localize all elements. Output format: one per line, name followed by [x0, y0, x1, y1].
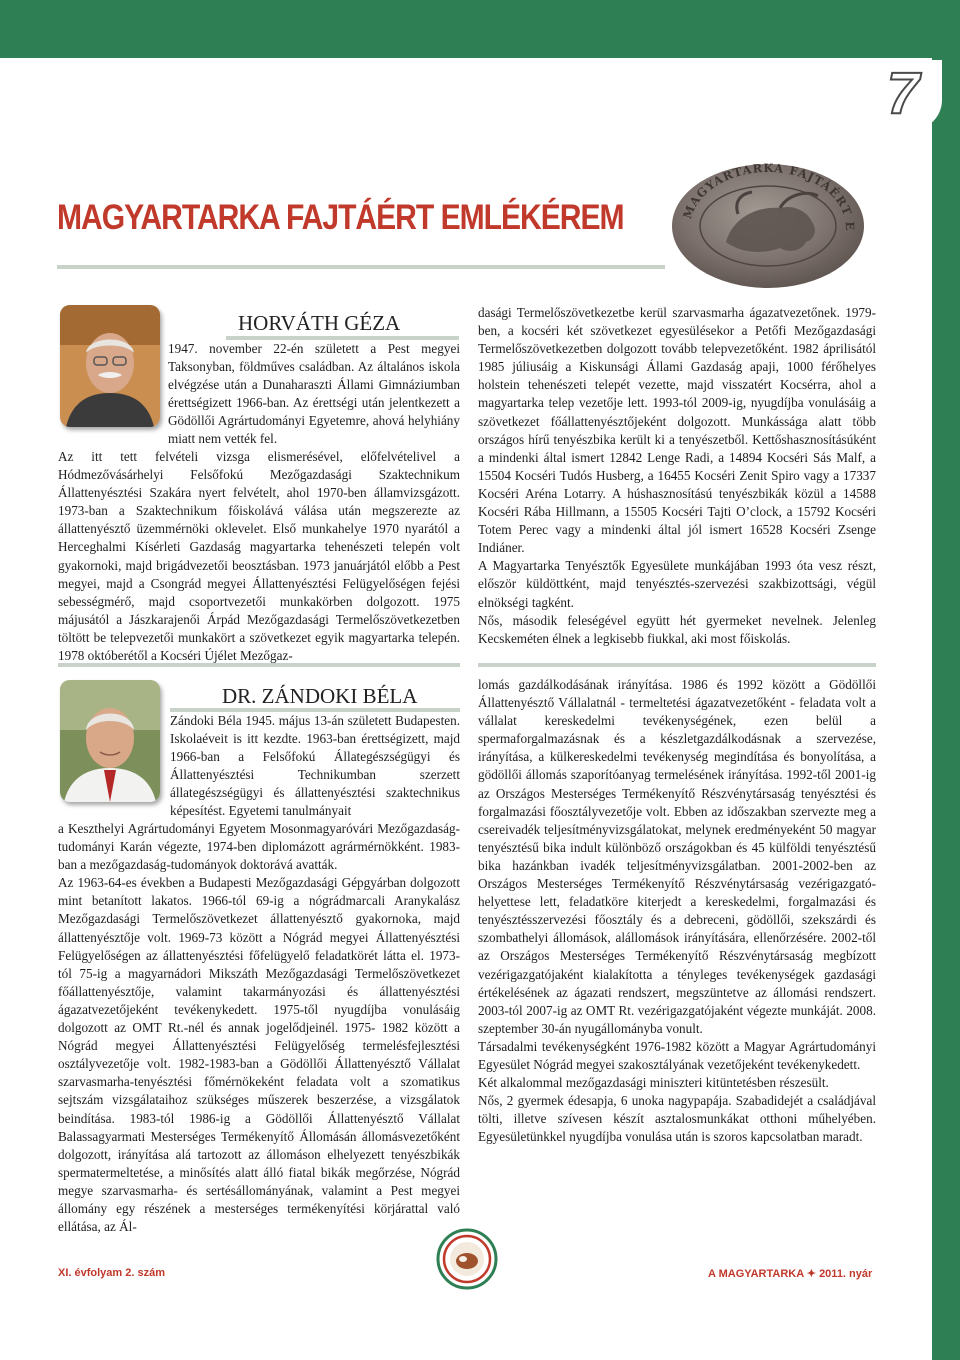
page-number: 7 — [886, 61, 920, 126]
bio-intro-horvath: 1947. november 22-én született a Pest megyei Taksonyban, földműves családban. Az általános iskola elvégzése után a Dunaharaszti Állami Gimnáziumban érettségizett 1966-ban. Az érettségi után jelentkezett a Gödöllői Agrártudományi Egyetemre, ahová helyhiány miatt nem vették fel. — [168, 341, 460, 447]
top-band — [0, 0, 960, 58]
footer-publication: A MAGYARTARKA ✦ 2011. nyár — [708, 1268, 873, 1280]
medal-image — [668, 150, 868, 290]
paragraph: Az 1963-64-es években a Budapesti Mezőgazdasági Gépgyárban dolgozott mint betanított lakatos. 1966-tól 69-ig a nógrádmarcali Aranykalász Mezőgazdasági Termelőszövetkezet állattenyésztő gyakornoka, majd állattenyésztője volt. 1969-73 között a Nógrád megyei Állattenyésztési Felügyelőségen az állattenyésztési főfelügyelő feladatkörét látta el. 1973-tól 75-ig a magyarnádori Mikszáth Mezőgazdasági Termelőszövetkezet főállattenyésztője, valamint takarmányozási és állattenyésztési ágazatvezetőjeként tevékenykedett. 1975-től nyugdíjba vonulásáig dolgozott az OMT Rt.-nél és annak jogelődjeinél. 1975- 1982 között a Nógrád megyei Állattenyésztési Felügyelőség termelésfejlesztési osztályvezetője volt. 1982-1983-ban a Gödöllői Állattenyésztő Vállalat szarvasmarha-tenyésztési főmérnökeként feladata volt a szomatikus sejtszám vizsgálataihoz szükséges műszerek beszerzése, a vizsgálatok beindítása. 1983-tól 1986-ig a Gödöllői Állattenyésztő Vállalat Balassagyarmati Mesterséges Termékenyítő Állomásán állomásvezetőként dolgozott, irányítása alá tartozott az állomáson elhelyezett tenyészbikák spermatermeltetése, a minősítés alatt álló fiatal bikák megőrzése, Nógrád megye szarvasmarha- és sertésállományának, valamint a Pest megyei állomány egy részének a mesterséges termékenyítési körjárattal való ellátása, az Ál- — [58, 875, 460, 1235]
page-title: MAGYARTARKA FAJTÁÉRT EMLÉKÉREM — [57, 198, 624, 237]
bio-text-horvath: Az itt tett felvételi vizsga elismerésével, előfelvételivel a Hódmezővásárhelyi Felsőfokú Mezőgazdasági Szaktechnikum Állattenyésztési Szakára nyert felvételt, ahol 1970-ben államvizsgázott. 1973-ban a Szaktechnikum főiskolává válása után megszerezte az állattenyésztő üzemmérnöki oklevelet. Első munkahelye 1970 nyarától a Herceghalmi Kísérleti Gazdaság magyartarka tehenészeti telepén volt gyakornoki, majd brigádvezetői beosztásban. 1973 januárjától előbb a Pest megyei, majd a Csongrád megyei Állattenyésztési Felügyelőségen fejési sebességmérő, majd csoportvezetői munkakörben dolgozott. 1975 májusától a Jászkarajenői Árpád Mezőgazdasági Termelőszövetkezetben töltött be telepvezetői munkakört a szövetkezet egyik magyartarka telepén. 1978 októberétől a Kocséri Újélet Mezőgaz- — [58, 449, 460, 664]
section-divider-left — [58, 663, 460, 667]
paragraph: Két alkalommal mezőgazdasági miniszteri kitüntetésben részesült. — [478, 1075, 829, 1091]
portrait-photo-zandoki — [60, 680, 160, 802]
bio-intro-zandoki: Zándoki Béla 1945. május 13-án született Budapesten. Iskolaéveit is itt kezdte. 1963-ban érettségizett, majd 1966-ban a Felsőfokú Állategészségügyi és Állattenyésztési Technikumban szerzett állategészségügyi és állattenyésztési szaktechnikus képesítést. Egyetemi tanulmányait — [170, 713, 460, 819]
paragraph: A Magyartarka Tenyésztők Egyesülete munkájában 1993 óta vesz részt, először küldöttként, majd tenyésztés-szervezési szakbizottsági, végül elnökségi tagként. — [478, 558, 876, 610]
portrait-photo-horvath — [60, 305, 160, 427]
right-band — [932, 58, 960, 1360]
paragraph: a Keszthelyi Agrártudományi Egyetem Mosonmagyaróvári Mezőgazdaság-tudományi Karán végezte, 1974-ben diplomázott agrármérnökként. 1983-ban a mezőgazdaság-tudományok doktorává avatták. — [58, 821, 460, 873]
title-divider — [57, 265, 665, 269]
paragraph: Nős, 2 gyermek édesapja, 6 unoka nagypapája. Szabadidejét a családjával tölti, illetve szívesen készít asztalosmunkákat otthoni műhelyében. Egyesületünkkel nyugdíjba vonulása után is szoros kapcsolatban maradt. — [478, 1093, 876, 1145]
paragraph: Társadalmi tevékenységként 1976-1982 között a Magyar Agrártudományi Egyesület Nógrád megyei szakosztályának vezetőjeként tevékenykedett. — [478, 1038, 876, 1072]
paragraph: dasági Termelőszövetkezetbe kerül szarvasmarha ágazatvezetőnek. 1979-ben, a kocséri két szövetkezet egyesülésekor a Petőfi Mezőgazdasági Termelőszövetkezetben dolgozott tovább telepvezetőként. 1982 áprilisától 1985 júliusáig a Kiskunsági Állami Gazdaság apaji, 1000 férőhelyes holstein tehenészeti telepét vezette, majd visszatért Kocsérra, ahol a magyartarka telep vezetője lett. 1993-tól 2009-ig, nyugdíjba vonulásáig a szövetkezet főállattenyésztőjeként dolgozott. Munkássága alatt több országos hírű tenyészbika került ki a tenyészetből. Kettőshasznosításúként a mindenki által ismert 12842 Lenge Radi, a 14894 Kocséri Sás Malf, a 15504 Kocséri Tudós Husberg, a 16455 Kocséri Zenit Spiro vagy a 17337 Kocséri Aréna Lotarry. A húshasznosítású tenyészbikák közül a 14588 Kocséri Rába Hillmann, a 15505 Kocséri Tajti O’clock, a 15792 Kocséri Totem Perec vagy a mindenki által jól ismert 16528 Kocséri Zsenge Indiáner. — [478, 305, 876, 556]
bio-column-right-horvath — [478, 304, 876, 648]
paragraph: lomás gazdálkodásának irányítása. 1986 és 1992 között a Gödöllői Állattenyésztő Vállalatnál - termeltetési ágazatvezetőként - feladata volt a vállalat kereskedelmi tevékenységének, ezen belül a spermaforgalmazásnak és a készletgazdálkodásnak a szervezése, irányítása, a külkereskedelmi tevékenység megindítása és bonyolítása, a gödöllői állomás szaporítóanyag termelésének irányítása. 1992-től 2001-ig az Országos Mesterséges Termékenyítő Részvénytársaság tenyésztési és forgalmazási főosztályvezetője volt. Ebben az időszakban szervezte meg a csereivadék teljesítményvizsgálatokat, melynek eredményeként 50 magyar tenyésztésű bika indult különböző országokban és 45 külföldi tenyésztésű bika hazánkban ivadék teljesítményvizsgálatban. 2001-2002-ben az Országos Mesterséges Termékenyítő Részvénytársaság vezérigazgató-helyettese lett, feladatköre kiterjedt a kereskedelmi, forgalmazási és tenyésztésszervezési főosztály és a debreceni, gödöllői, szekszárdi és szombathelyi állomások, alállomások irányítására, ellenőrzésére. 2002-től az Országos Mesterséges Termékenyítő Részvénytársaság megbízott vezérigazgatójaként kialakította a tényleges tevékenységek gazdasági értékelésének az ágazati rendszert, megszüntetve az állomási rendszert. 2003-tól 2007-ig az OMT Rt. vezérigazgatójaként végezte munkáját. 2008. szeptember 30-án nyugállományba vonult. — [478, 677, 876, 1036]
person-name-zandoki: DR. ZÁNDOKI BÉLA — [222, 684, 418, 708]
person-name-horvath: HORVÁTH GÉZA — [238, 311, 401, 335]
bio-column-right-zandoki — [478, 676, 876, 1146]
bio-text-zandoki — [58, 820, 460, 1236]
paragraph: Nős, második feleségével együtt hét gyermeket nevelnek. Jelenleg Kecskeméten élnek a legkisebb fiukkal, aki most főiskolás. — [478, 612, 876, 646]
section-divider-right — [478, 663, 876, 667]
association-logo-icon — [436, 1228, 498, 1290]
medal-inscription: MAGYARTARKA FAJTÁÉRT E — [680, 160, 858, 232]
footer-issue: XI. évfolyam 2. szám — [58, 1267, 165, 1279]
